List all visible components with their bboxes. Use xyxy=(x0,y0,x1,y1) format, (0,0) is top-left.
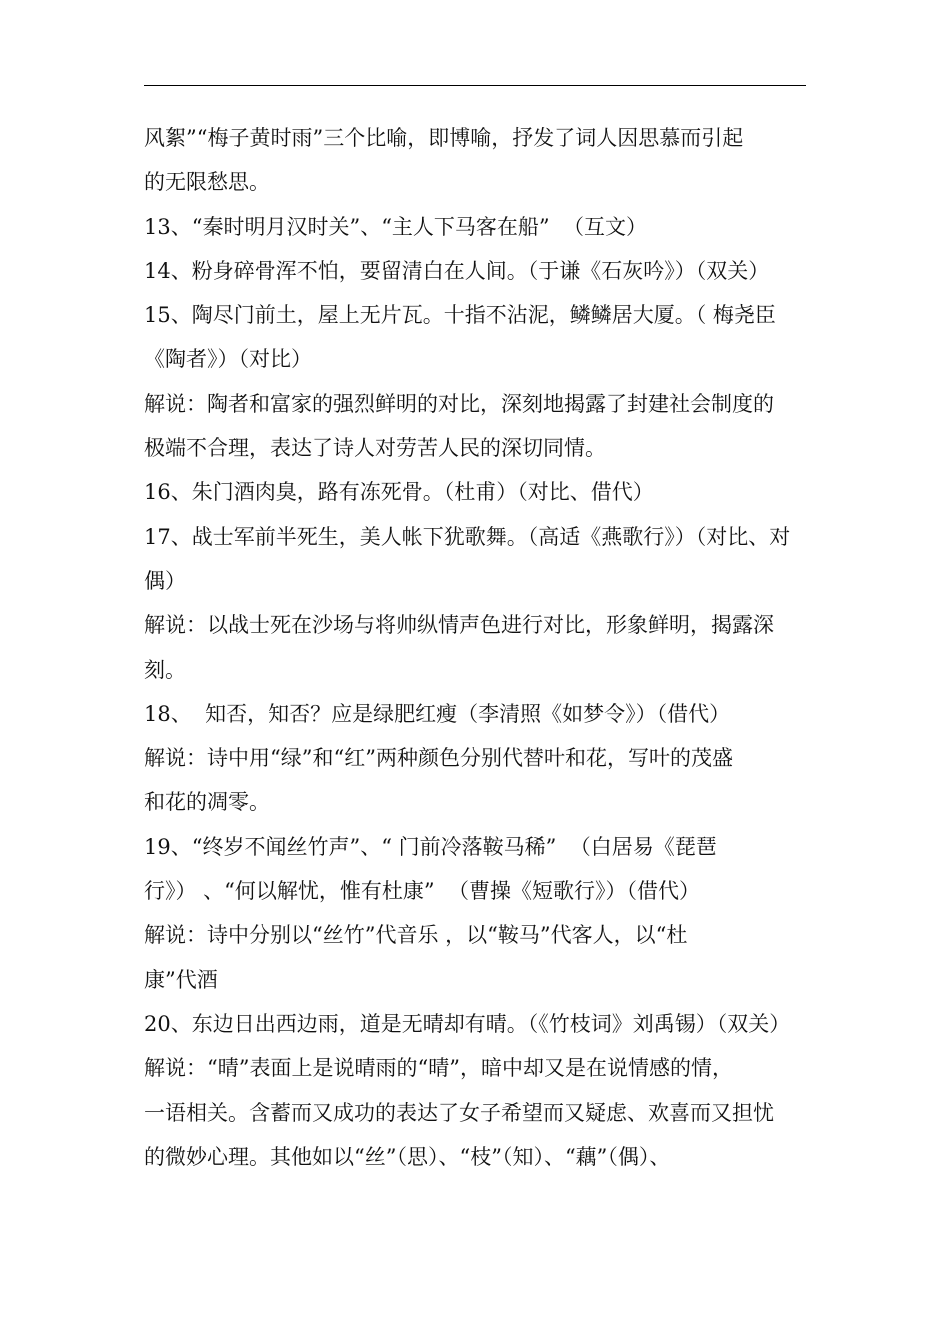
text-line: 和花的凋零。 xyxy=(144,790,270,815)
text-line: 16、朱门酒肉臭，路有冻死骨。（杜甫）（对比、借代） xyxy=(144,480,654,505)
text-line: 行》） 、“何以解忧，惟有杜康” （曹操《短歌行》）（借代） xyxy=(144,879,700,904)
text-line: 康”代酒 xyxy=(144,967,218,992)
text-line: 解说：诗中分别以“丝竹”代音乐 ，以“鞍马”代客人，以“杜 xyxy=(144,923,688,948)
text-line: 一语相关。含蓄而又成功的表达了女子希望而又疑虑、欢喜而又担忧 xyxy=(144,1100,774,1125)
text-line: 《陶者》）（对比） xyxy=(144,347,312,372)
text-line: 风絮”“梅子黄时雨”三个比喻，即博喻，抒发了词人因思慕而引起 xyxy=(144,126,744,150)
text-line: 极端不合理，表达了诗人对劳苦人民的深切同情。 xyxy=(144,436,606,461)
text-line: 偶） xyxy=(144,568,186,593)
text-line: 解说：“晴”表面上是说晴雨的“晴”，暗中却又是在说情感的情， xyxy=(144,1056,733,1081)
header-rule xyxy=(144,85,806,86)
text-line: 15、陶尽门前土，屋上无片瓦。十指不沾泥，鳞鳞居大厦。（ 梅尧臣 xyxy=(144,303,776,328)
text-line: 17、战士军前半死生，美人帐下犹歌舞。（高适《燕歌行》）（对比、对 xyxy=(144,524,791,549)
text-line: 解说：诗中用“绿”和“红”两种颜色分别代替叶和花，写叶的茂盛 xyxy=(144,746,733,771)
text-line: 的无限愁思。 xyxy=(144,170,270,195)
text-line: 解说：陶者和富家的强烈鲜明的对比，深刻地揭露了封建社会制度的 xyxy=(144,391,774,416)
text-line: 的微妙心理。其他如以“丝”（思）、“枝”（知）、“藕”（偶）、 xyxy=(144,1144,671,1169)
text-line: 13、“秦时明月汉时关”、“主人下马客在船” （互文） xyxy=(144,214,648,239)
text-line: 18、 知否，知否？应是绿肥红瘦（李清照《如梦令》）（借代） xyxy=(144,701,731,726)
text-line: 解说：以战士死在沙场与将帅纵情声色进行对比，形象鲜明，揭露深 xyxy=(144,613,774,638)
text-line: 14、粉身碎骨浑不怕，要留清白在人间。（于谦《石灰吟》）（双关） xyxy=(144,258,770,283)
text-line: 20、东边日出西边雨，道是无晴却有晴。（《竹枝词》刘禹锡）（双关） xyxy=(144,1011,791,1036)
text-line: 刻。 xyxy=(144,657,186,682)
text-line: 19、“终岁不闻丝竹声”、“ 门前冷落鞍马稀” （白居易《琵琶 xyxy=(144,834,717,859)
document-body xyxy=(144,116,808,1179)
